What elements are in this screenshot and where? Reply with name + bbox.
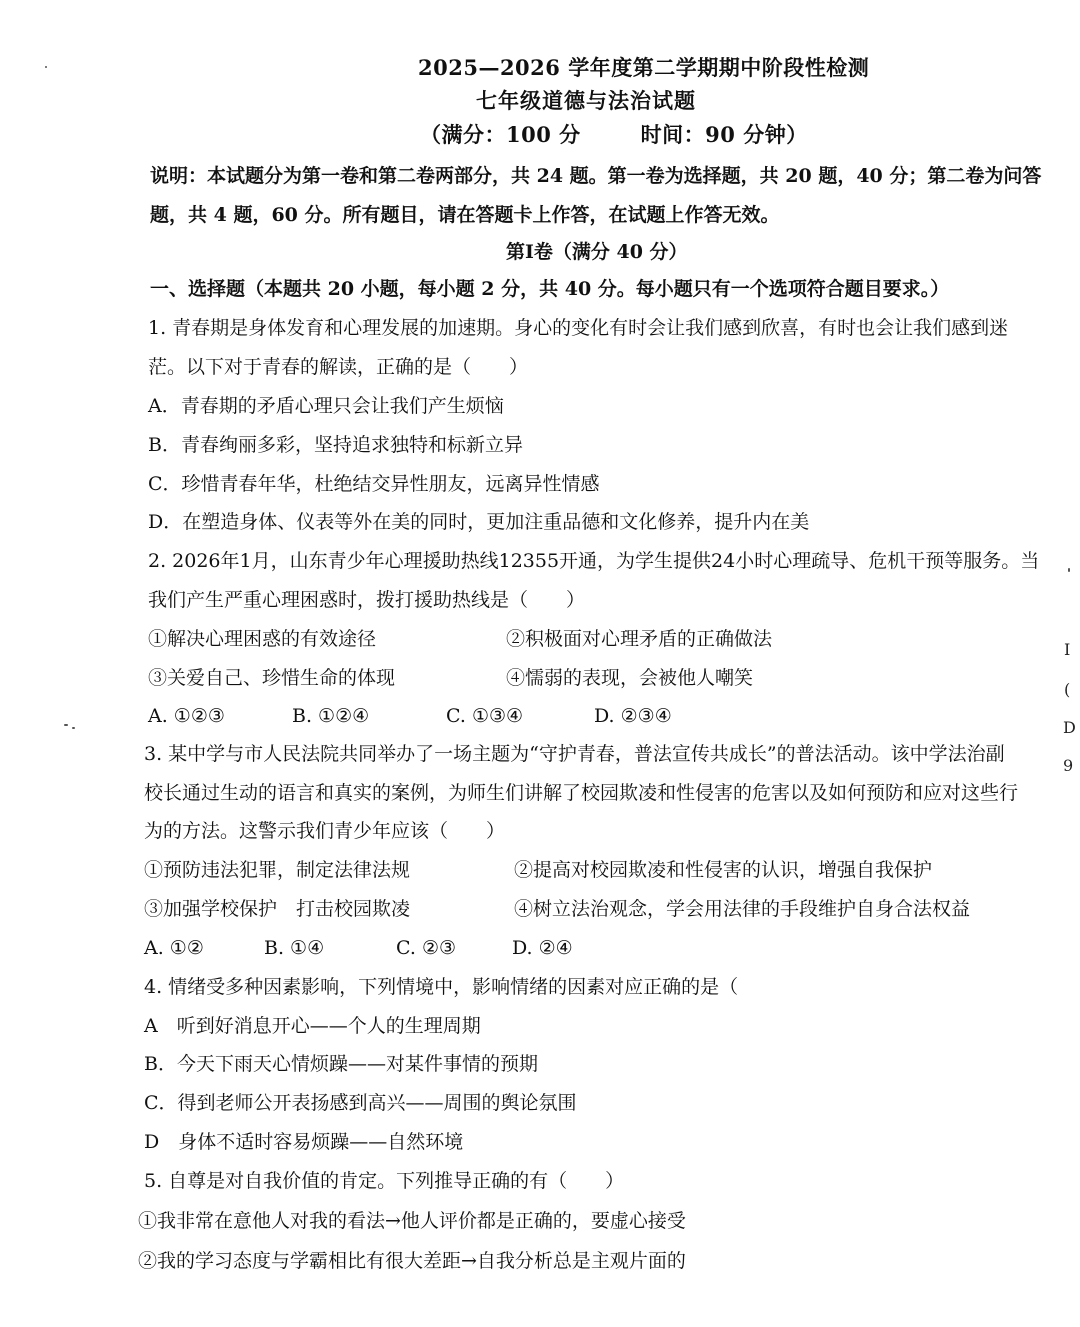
q2-option-b: B. ①②④ (292, 705, 370, 727)
q4-option-c: C．得到老师公开表扬感到高兴——周围的舆论氛围 (144, 1092, 577, 1114)
q1-option-b: B．青春绚丽多彩，坚持追求独特和标新立异 (148, 434, 523, 456)
exam-subtitle: 七年级道德与法治试题 (476, 88, 696, 113)
edge-mark-4: 9 (1063, 756, 1074, 775)
q2-statement-4: ④懦弱的表现，会被他人嘲笑 (506, 667, 754, 689)
q2-stem-line-2: 我们产生严重心理困惑时，拨打援助热线是（ ） (148, 589, 586, 611)
q4-option-d: D 身体不适时容易烦躁——自然环境 (144, 1131, 464, 1153)
q2-statement-1: ①解决心理困惑的有效途径 (148, 628, 377, 650)
instructions-line-1: 说明：本试题分为第一卷和第二卷两部分，共 24 题。第一卷为选择题，共 20 题，40 分；第二卷为问答 (150, 165, 1042, 187)
q3-option-a: A. ①② (144, 937, 204, 959)
q5-statement-1: ①我非常在意他人对我的看法→他人评价都是正确的，要虚心接受 (138, 1210, 686, 1232)
edge-mark-2: ( (1064, 680, 1071, 699)
instructions-line-2: 题，共 4 题，60 分。所有题目，请在答题卡上作答，在试题上作答无效。 (150, 204, 780, 226)
full-score: （满分：100 分 (420, 122, 581, 147)
scan-speck (45, 66, 47, 68)
exam-score-time (420, 123, 808, 147)
q1-stem-line-2: 茫。以下对于青春的解读，正确的是（ ） (148, 356, 529, 378)
q3-option-d: D. ②④ (512, 937, 573, 959)
scan-speck (64, 724, 68, 726)
q2-statement-3: ③关爱自己、珍惜生命的体现 (148, 667, 396, 689)
scan-speck (72, 727, 75, 729)
q3-statement-1: ①预防违法犯罪，制定法律法规 (144, 859, 411, 881)
q3-stem-line-2: 校长通过生动的语言和真实的案例，为师生们讲解了校园欺凌和性侵害的危害以及如何预防和应对这些行 (144, 782, 1019, 804)
q2-statement-2: ②积极面对心理矛盾的正确做法 (506, 628, 773, 650)
q3-stem-line-1: 3. 某中学与市人民法院共同举办了一场主题为“守护青春，普法宣传共成长”的普法活动。该中学法治副 (144, 743, 1005, 765)
edge-mark-3: D (1063, 718, 1076, 737)
q3-stem-line-3: 为的方法。这警示我们青少年应该（ ） (144, 820, 506, 842)
edge-mark-1: I (1064, 640, 1071, 659)
q2-option-d: D. ②③④ (594, 705, 672, 727)
q5-stem-line-1: 5. 自尊是对自我价值的肯定。下列推导正确的有（ ） (144, 1170, 625, 1192)
q3-statement-3: ③加强学校保护 打击校园欺凌 (144, 898, 411, 920)
q5-statement-2: ②我的学习态度与学霸相比有很大差距→自我分析总是主观片面的 (138, 1250, 686, 1272)
q3-option-c: C. ②③ (396, 937, 457, 959)
q2-stem-line-1: 2. 2026年1月，山东青少年心理援助热线12355开通，为学生提供24小时心理疏导、危机干预等服务。当 (148, 550, 1040, 572)
section-1-heading: 一、选择题（本题共 20 小题，每小题 2 分，共 40 分。每小题只有一个选项符合题目要求。） (150, 278, 950, 300)
q4-option-b: B．今天下雨天心情烦躁——对某件事情的预期 (144, 1053, 538, 1075)
q4-stem-line-1: 4. 情绪受多种因素影响，下列情境中，影响情绪的因素对应正确的是（ (144, 976, 739, 998)
exam-title: 2025—2026 学年度第二学期期中阶段性检测 (418, 55, 870, 80)
q3-statement-2: ②提高对校园欺凌和性侵害的认识，增强自我保护 (514, 859, 933, 881)
volume-1-heading: 第Ⅰ卷（满分 40 分） (506, 241, 688, 263)
scan-speck (1068, 568, 1070, 572)
exam-time: 时间：90 分钟） (640, 122, 808, 147)
q4-option-a: A 听到好消息开心——个人的生理周期 (144, 1015, 481, 1037)
q1-option-c: C．珍惜青春年华，杜绝结交异性朋友，远离异性情感 (148, 473, 600, 495)
q1-option-d: D．在塑造身体、仪表等外在美的同时，更加注重品德和文化修养，提升内在美 (148, 511, 810, 533)
q3-option-b: B. ①④ (264, 937, 325, 959)
q3-statement-4: ④树立法治观念，学会用法律的手段维护自身合法权益 (514, 898, 971, 920)
q2-option-c: C. ①③④ (446, 705, 524, 727)
q2-option-a: A. ①②③ (148, 705, 225, 727)
q1-stem-line-1: 1. 青春期是身体发育和心理发展的加速期。身心的变化有时会让我们感到欣喜，有时也会让我们感到迷 (148, 317, 1009, 339)
q1-option-a: A．青春期的矛盾心理只会让我们产生烦恼 (148, 395, 504, 417)
